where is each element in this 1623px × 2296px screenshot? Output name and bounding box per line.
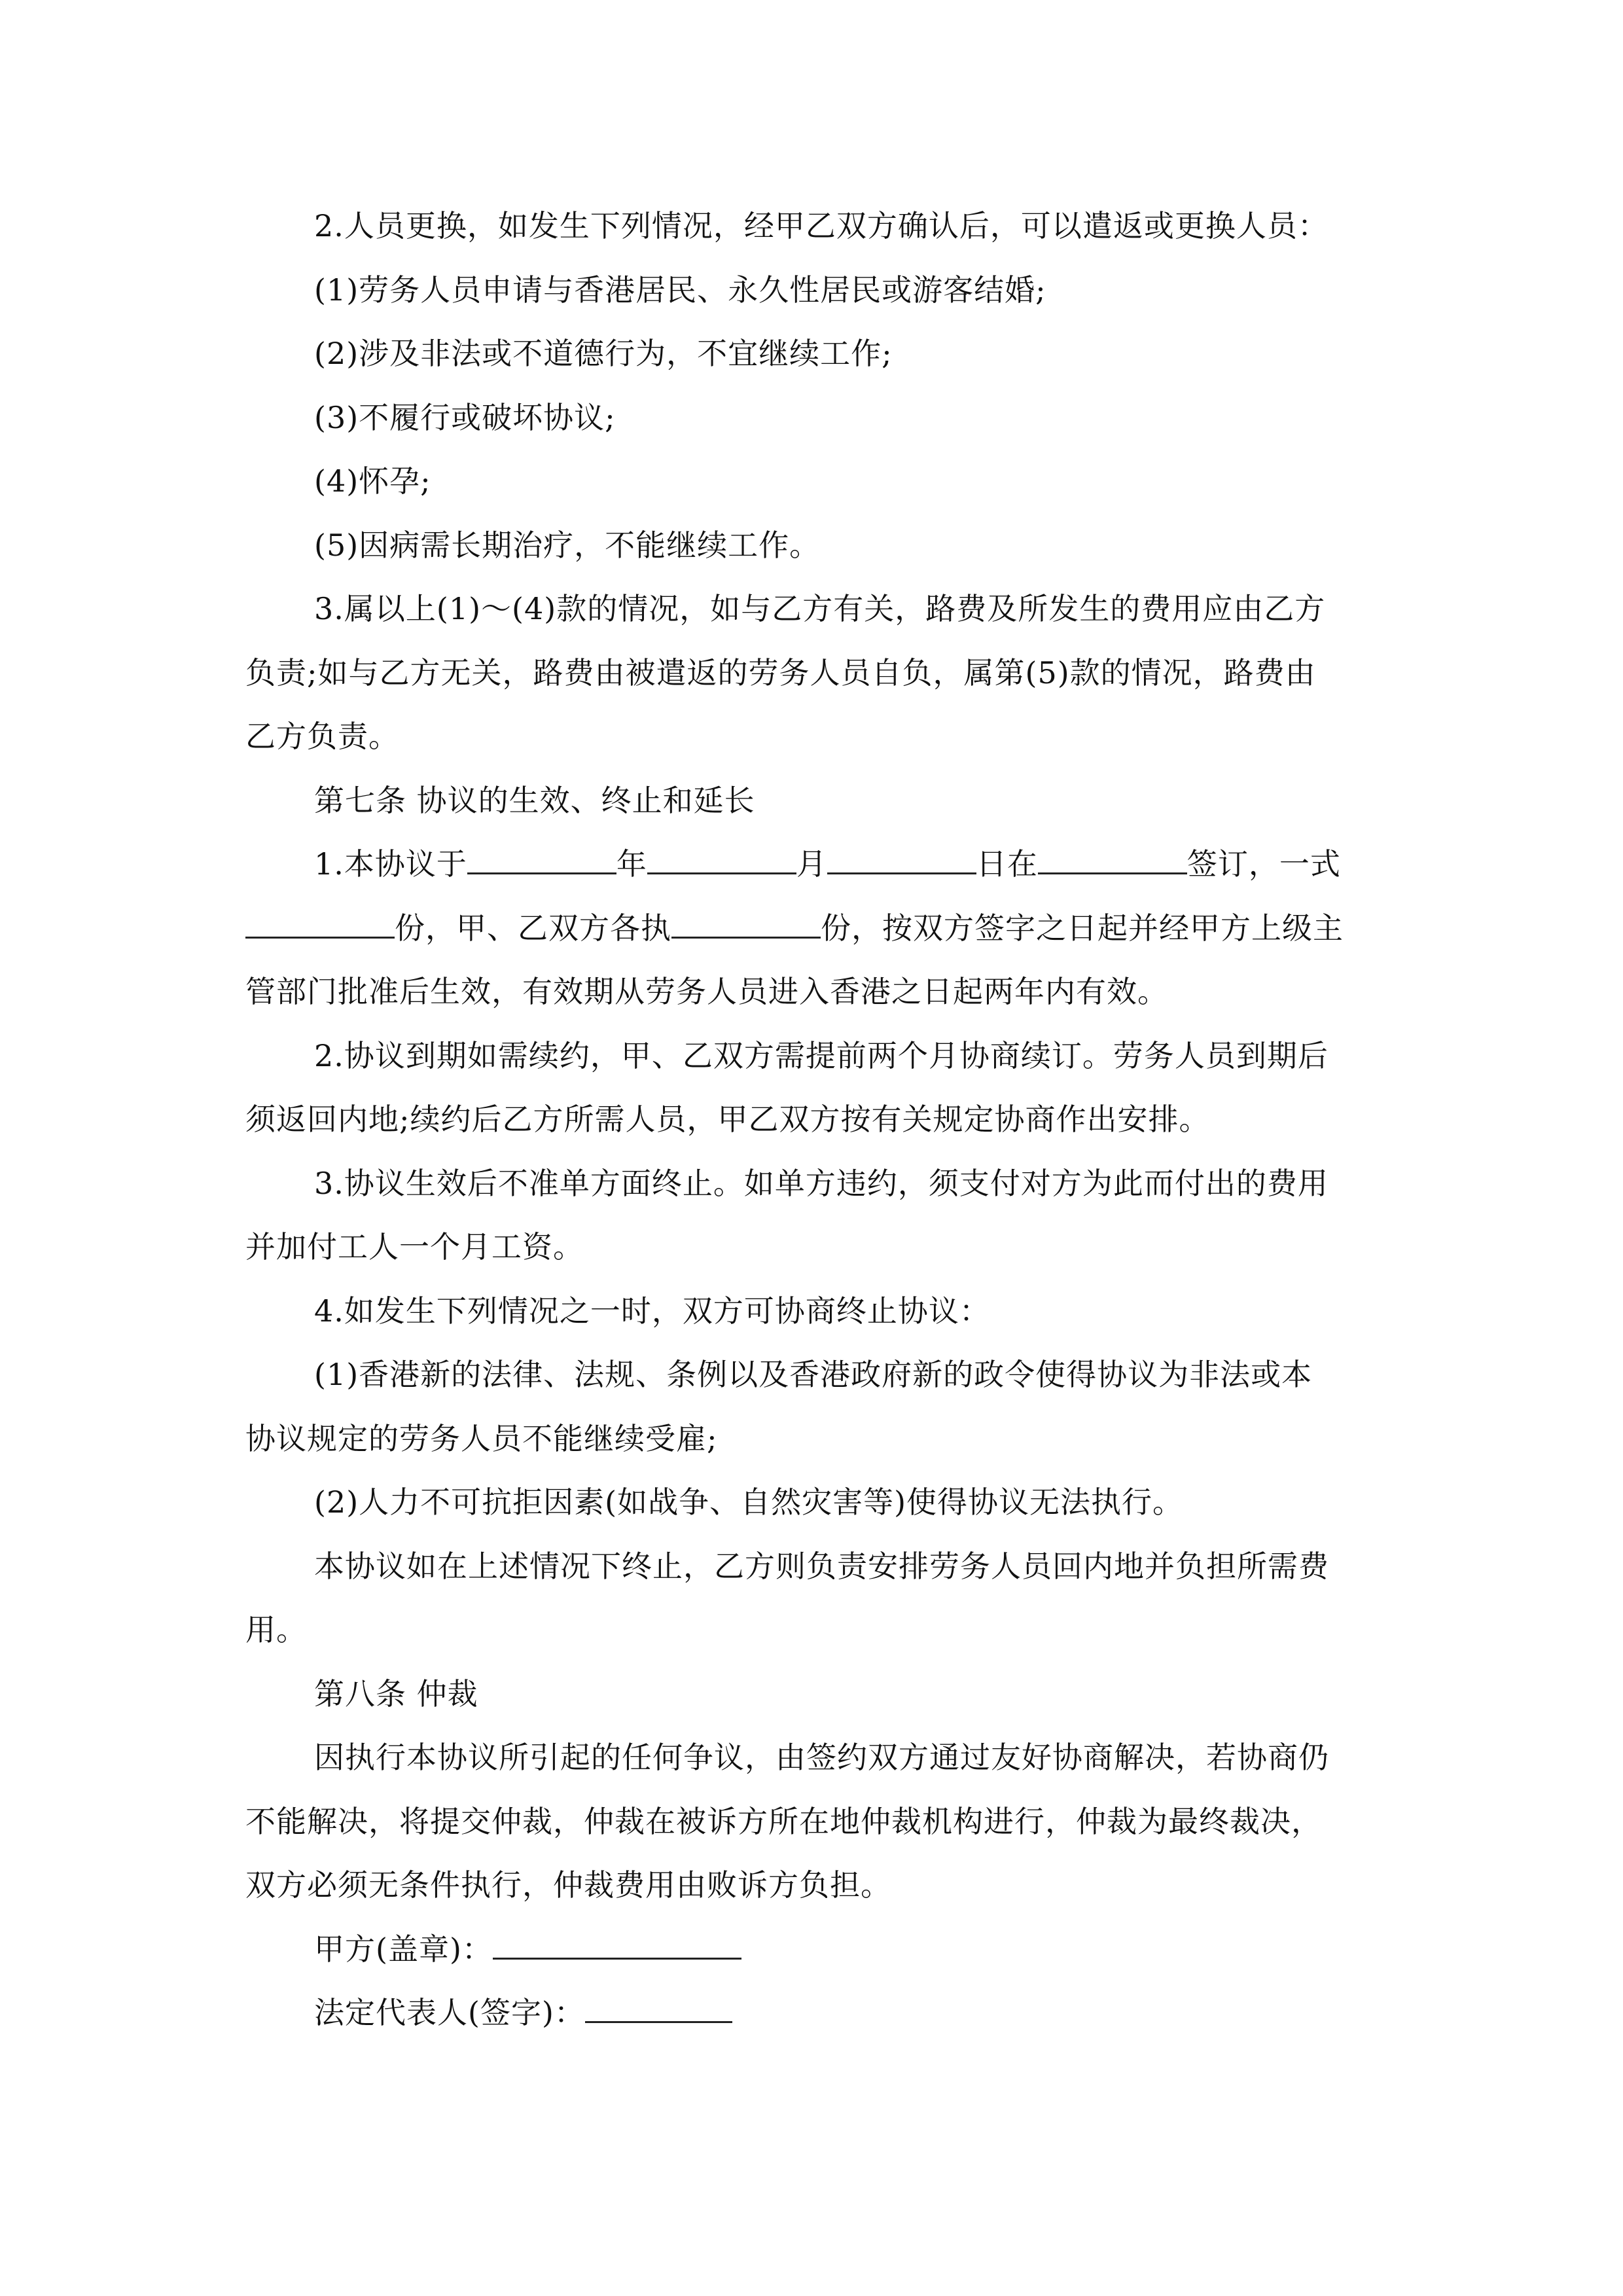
paragraph-line bbox=[245, 908, 1344, 948]
paragraph-line bbox=[314, 844, 1341, 884]
paragraph-line: 3.属以上(1)～(4)款的情况，如与乙方有关，路费及所发生的费用应由乙方 bbox=[314, 591, 1326, 626]
paragraph-line: 双方必须无条件执行，仲裁费用由败诉方负担。 bbox=[245, 1867, 891, 1903]
paragraph-line: 因执行本协议所引起的任何争议，由签约双方通过友好协商解决，若协商仍 bbox=[314, 1740, 1329, 1775]
text-segment: 1.本协议于 bbox=[314, 846, 467, 882]
paragraph-line: 乙方负责。 bbox=[245, 719, 399, 754]
party-a-label: 甲方(盖章)： bbox=[314, 1931, 493, 1967]
blank-copies-field[interactable] bbox=[245, 909, 395, 939]
paragraph-line: (2)涉及非法或不道德行为，不宜继续工作; bbox=[314, 336, 893, 371]
paragraph-line: 4.如发生下列情况之一时，双方可协商终止协议： bbox=[314, 1293, 990, 1329]
party-a-seal-field[interactable] bbox=[493, 1930, 741, 1960]
blank-day-field[interactable] bbox=[827, 845, 976, 874]
article-heading: 第七条 协议的生效、终止和延长 bbox=[314, 783, 755, 818]
paragraph-line: 本协议如在上述情况下终止，乙方则负责安排劳务人员回内地并负担所需费 bbox=[314, 1549, 1329, 1584]
paragraph-line: 须返回内地;续约后乙方所需人员，甲乙双方按有关规定协商作出安排。 bbox=[245, 1102, 1210, 1137]
paragraph-line: 管部门批准后生效，有效期从劳务人员进入香港之日起两年内有效。 bbox=[245, 974, 1168, 1009]
blank-each-copies-field[interactable] bbox=[671, 909, 821, 939]
paragraph-line: (3)不履行或破坏协议; bbox=[314, 400, 616, 435]
paragraph-line: 不能解决，将提交仲裁，仲裁在被诉方所在地仲裁机构进行，仲裁为最终裁决， bbox=[245, 1804, 1322, 1839]
paragraph-line: 2.协议到期如需续约，甲、乙双方需提前两个月协商续订。劳务人员到期后 bbox=[314, 1038, 1329, 1073]
legal-rep-label: 法定代表人(签字)： bbox=[314, 1995, 585, 2030]
paragraph-line: 并加付工人一个月工资。 bbox=[245, 1229, 584, 1265]
blank-month-field[interactable] bbox=[647, 845, 796, 874]
paragraph-line: (1)劳务人员申请与香港居民、永久性居民或游客结婚; bbox=[314, 272, 1046, 308]
paragraph-line: 用。 bbox=[245, 1612, 307, 1647]
paragraph-line: 2.人员更换，如发生下列情况，经甲乙双方确认后，可以遣返或更换人员： bbox=[314, 208, 1329, 243]
paragraph-line: 协议规定的劳务人员不能继续受雇; bbox=[245, 1421, 718, 1456]
text-segment: 日在 bbox=[976, 846, 1038, 882]
text-segment: 月 bbox=[796, 846, 827, 882]
paragraph-line: 3.协议生效后不准单方面终止。如单方违约，须支付对方为此而付出的费用 bbox=[314, 1166, 1329, 1201]
text-segment: 份，甲、乙双方各执 bbox=[395, 910, 671, 946]
blank-place-field[interactable] bbox=[1038, 845, 1187, 874]
article-heading: 第八条 仲裁 bbox=[314, 1676, 478, 1712]
party-a-seal-line bbox=[314, 1929, 741, 1969]
legal-rep-signature-field[interactable] bbox=[585, 1994, 732, 2023]
text-segment: 年 bbox=[616, 846, 647, 882]
paragraph-line: (5)因病需长期治疗，不能继续工作。 bbox=[314, 528, 821, 563]
paragraph-line: (2)人力不可抗拒因素(如战争、自然灾害等)使得协议无法执行。 bbox=[314, 1484, 1184, 1520]
paragraph-line: (1)香港新的法律、法规、条例以及香港政府新的政令使得协议为非法或本 bbox=[314, 1357, 1313, 1392]
legal-rep-signature-line bbox=[314, 1993, 732, 2032]
text-segment: 份，按双方签字之日起并经甲方上级主 bbox=[821, 910, 1344, 946]
blank-year-field[interactable] bbox=[467, 845, 616, 874]
paragraph-line: 负责;如与乙方无关，路费由被遣返的劳务人员自负，属第(5)款的情况，路费由 bbox=[245, 655, 1316, 691]
paragraph-line: (4)怀孕; bbox=[314, 463, 431, 499]
text-segment: 签订，一式 bbox=[1186, 846, 1341, 882]
